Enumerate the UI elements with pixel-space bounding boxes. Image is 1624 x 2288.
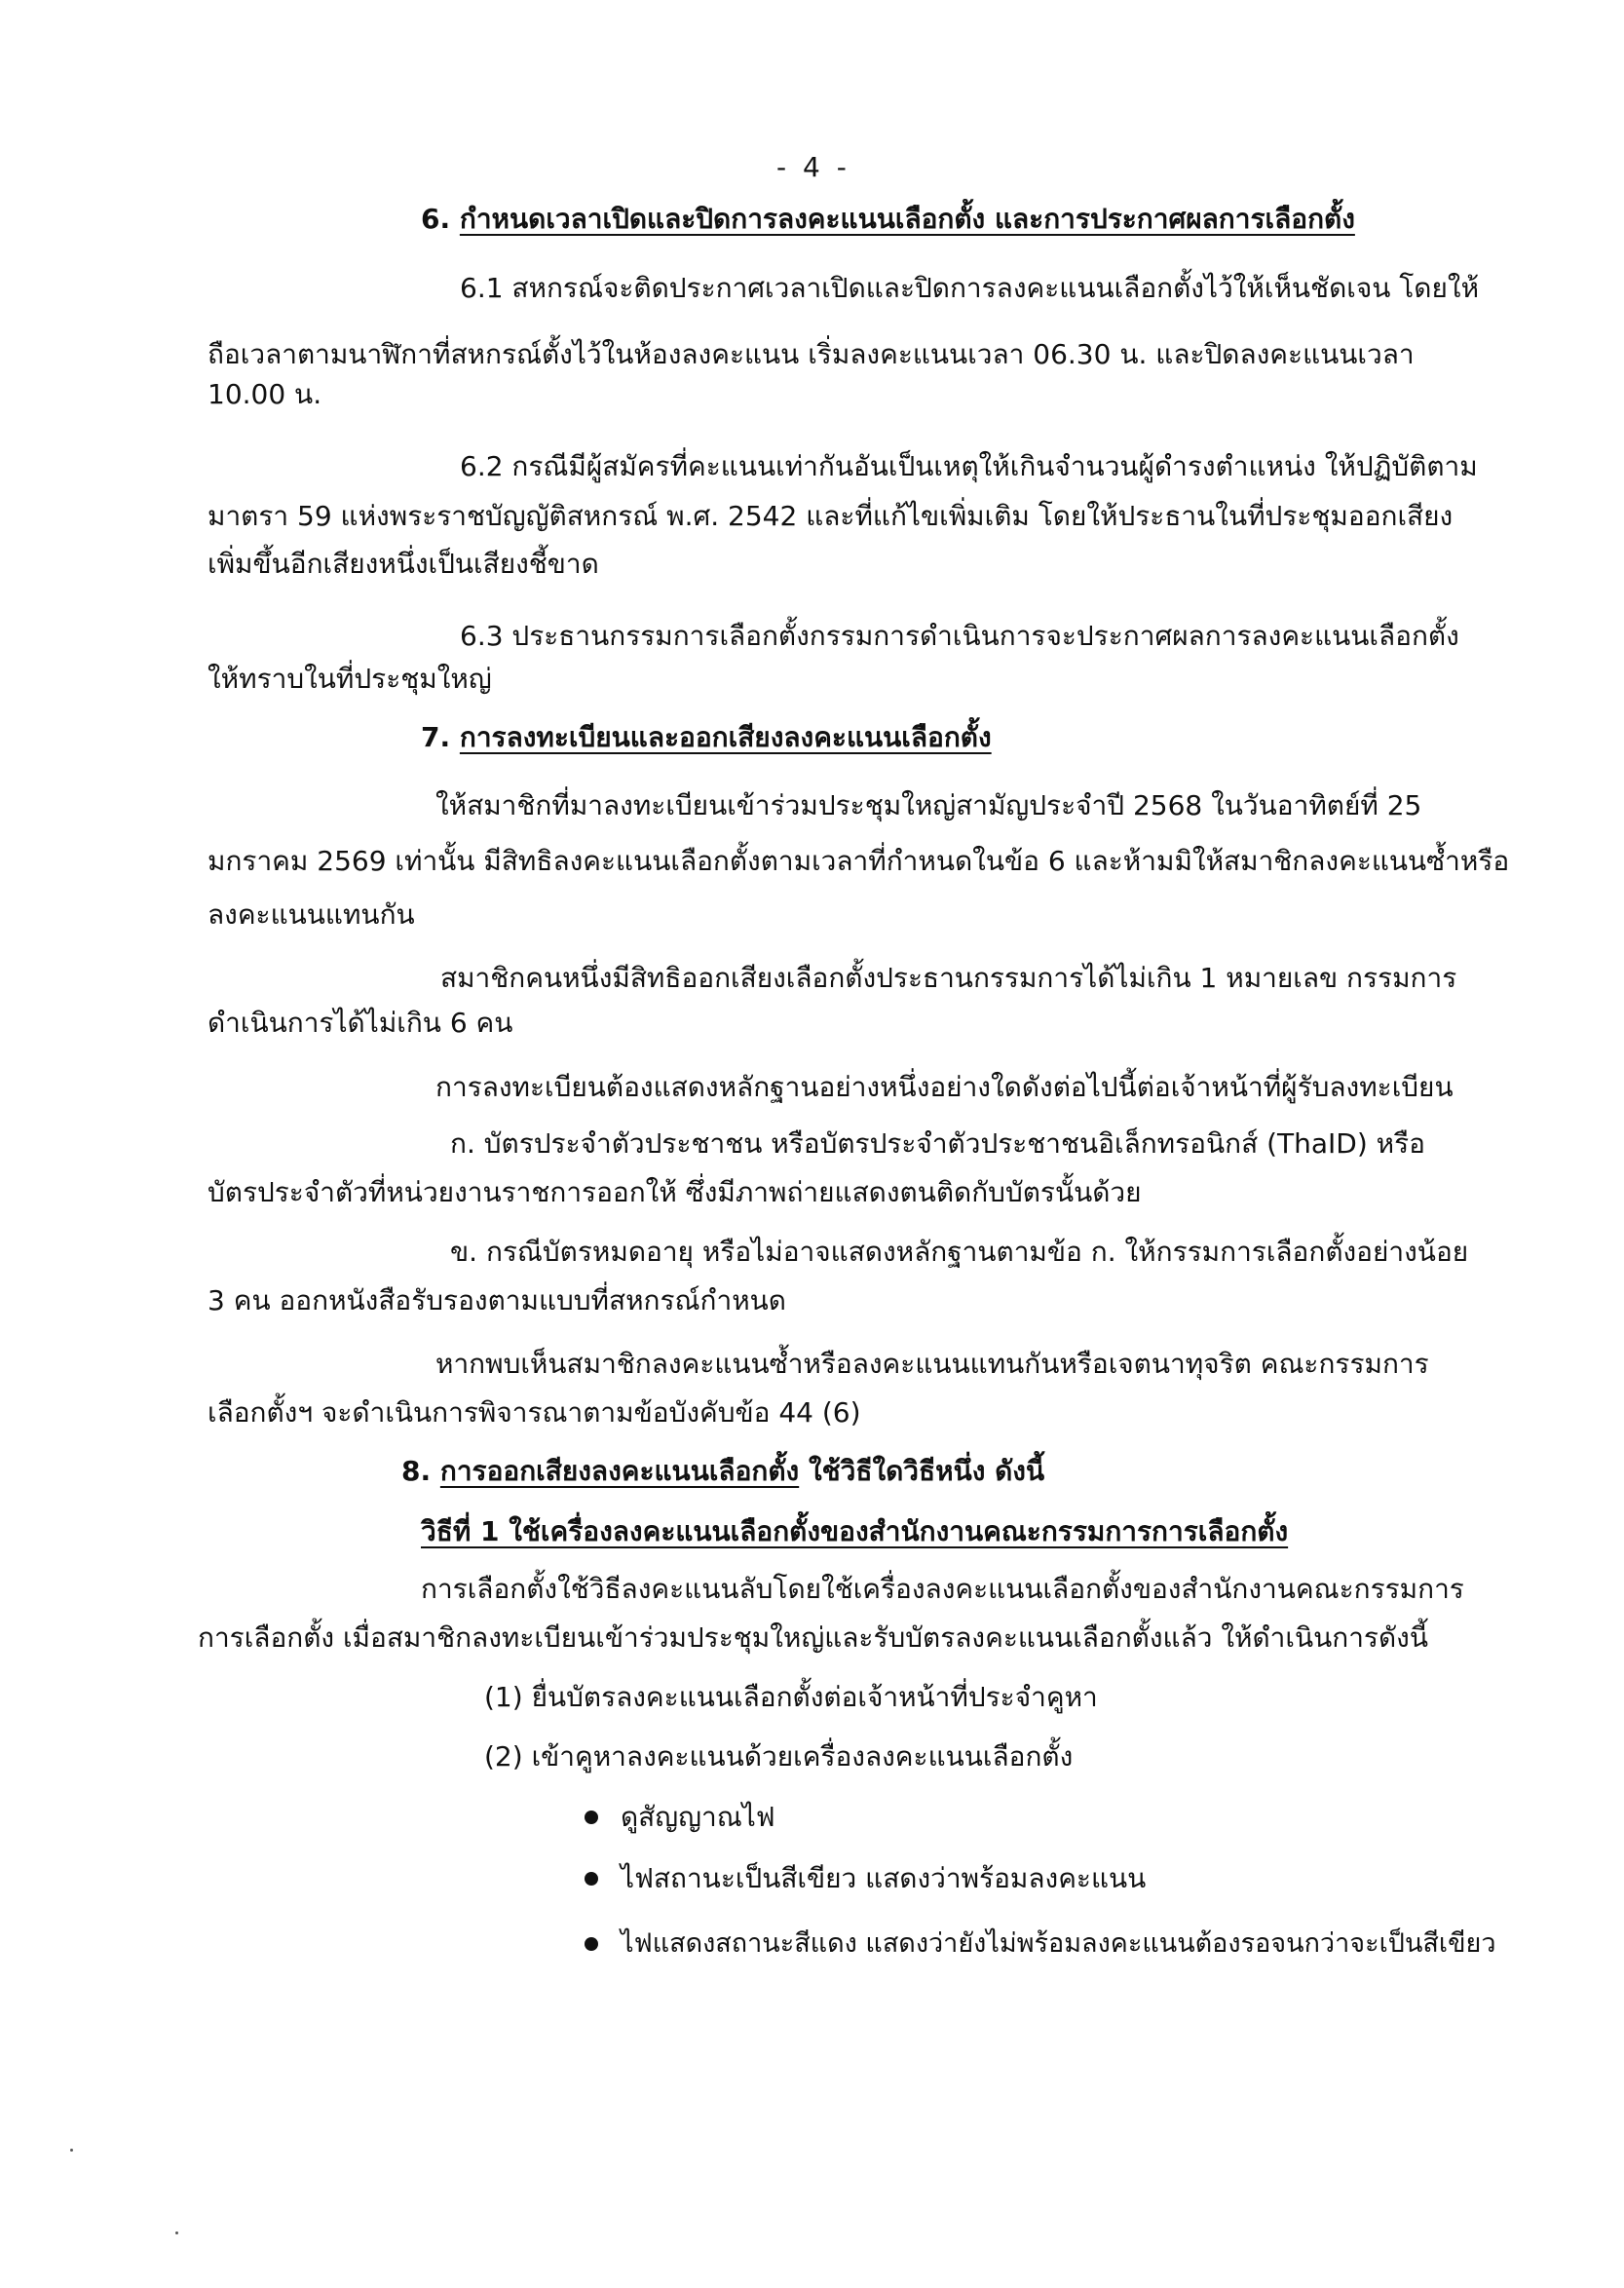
scan-speck <box>70 2149 73 2152</box>
section-6-3-line-1: 6.3 ประธานกรรมการเลือกตั้งกรรมการดำเนินการจะประกาศผลการลงคะแนนเลือกตั้ง <box>460 620 1459 652</box>
section-8-number: 8. <box>401 1455 432 1487</box>
step-2: (2) เข้าคูหาลงคะแนนด้วยเครื่องลงคะแนนเลือกตั้ง <box>484 1740 1074 1773</box>
bullet-item-2: ไฟสถานะเป็นสีเขียว แสดงว่าพร้อมลงคะแนน <box>621 1862 1147 1894</box>
section-8-title: การออกเสียงลงคะแนนเลือกตั้ง <box>439 1455 800 1487</box>
bullet-item-1: ดูสัญญาณไฟ <box>621 1801 775 1833</box>
section-7-p1-line-2: มกราคม 2569 เท่านั้น มีสิทธิลงคะแนนเลือกตั้งตามเวลาที่กำหนดในข้อ 6 และห้ามมิให้สมาชิกลงคะแนนซ้ำหรือ <box>208 845 1510 877</box>
scan-speck <box>175 2231 178 2234</box>
section-7-title: การลงทะเบียนและออกเสียงลงคะแนนเลือกตั้ง <box>459 721 992 753</box>
section-6-3-line-2: ให้ทราบในที่ประชุมใหญ่ <box>208 663 492 695</box>
section-6-heading <box>421 200 1355 239</box>
section-7-item-a-line-2: บัตรประจำตัวที่หน่วยงานราชการออกให้ ซึ่งมีภาพถ่ายแสดงตนติดกับบัตรนั้นด้วย <box>208 1176 1142 1208</box>
section-6-title: กำหนดเวลาเปิดและปิดการลงคะแนนเลือกตั้ง และการประกาศผลการเลือกตั้ง <box>459 203 1355 235</box>
bullet-icon <box>585 1872 598 1886</box>
section-7-p2-line-1: สมาชิกคนหนึ่งมีสิทธิออกเสียงเลือกตั้งประธานกรรมการได้ไม่เกิน 1 หมายเลข กรรมการ <box>440 962 1457 994</box>
bullet-icon <box>585 1811 598 1824</box>
section-6-2-line-1: 6.2 กรณีมีผู้สมัครที่คะแนนเท่ากันอันเป็นเหตุให้เกินจำนวนผู้ดำรงตำแหน่ง ให้ปฏิบัติตาม <box>460 450 1478 482</box>
section-7-p6-line-1: หากพบเห็นสมาชิกลงคะแนนซ้ำหรือลงคะแนนแทนกันหรือเจตนาทุจริต คณะกรรมการ <box>435 1348 1429 1380</box>
section-8-p1-line-2: การเลือกตั้ง เมื่อสมาชิกลงทะเบียนเข้าร่วมประชุมใหญ่และรับบัตรลงคะแนนเลือกตั้งแล้ว ให้ดำเนินการดังนี้ <box>198 1621 1428 1654</box>
page-number: - 4 - <box>776 151 850 183</box>
section-6-2-line-3: เพิ่มขึ้นอีกเสียงหนึ่งเป็นเสียงชี้ขาด <box>208 548 599 580</box>
section-6-2-line-2: มาตรา 59 แห่งพระราชบัญญัติสหกรณ์ พ.ศ. 2542 และที่แก้ไขเพิ่มเติม โดยให้ประธานในที่ประชุมออกเสียง <box>208 500 1454 532</box>
section-6-1-line-3: 10.00 น. <box>208 378 322 410</box>
method-1-title: วิธีที่ 1 ใช้เครื่องลงคะแนนเลือกตั้งของสำนักงานคณะกรรมการการเลือกตั้ง <box>421 1515 1289 1547</box>
section-7-heading <box>421 718 992 757</box>
section-7-item-b-line-2: 3 คน ออกหนังสือรับรองตามแบบที่สหกรณ์กำหนด <box>208 1284 786 1316</box>
step-1: (1) ยื่นบัตรลงคะแนนเลือกตั้งต่อเจ้าหน้าที่ประจำคูหา <box>484 1681 1098 1713</box>
section-7-p6-line-2: เลือกตั้งฯ จะดำเนินการพิจารณาตามข้อบังคับข้อ 44 (6) <box>208 1396 861 1429</box>
section-7-item-b-line-1: ข. กรณีบัตรหมดอายุ หรือไม่อาจแสดงหลักฐานตามข้อ ก. ให้กรรมการเลือกตั้งอย่างน้อย <box>450 1236 1469 1268</box>
section-7-p3: การลงทะเบียนต้องแสดงหลักฐานอย่างหนึ่งอย่างใดดังต่อไปนี้ต่อเจ้าหน้าที่ผู้รับลงทะเบียน <box>435 1071 1454 1103</box>
section-7-number: 7. <box>421 721 451 753</box>
bullet-item-3: ไฟแสดงสถานะสีแดง แสดงว่ายังไม่พร้อมลงคะแนนต้องรอจนกว่าจะเป็นสีเขียว <box>621 1928 1496 1959</box>
method-1-heading <box>421 1512 1288 1551</box>
section-7-p2-line-2: ดำเนินการได้ไม่เกิน 6 คน <box>208 1007 513 1039</box>
section-8-title-tail: ใช้วิธีใดวิธีหนึ่ง ดังนี้ <box>799 1455 1045 1487</box>
section-6-1-line-2: ถือเวลาตามนาฬิกาที่สหกรณ์ตั้งไว้ในห้องลงคะแนน เริ่มลงคะแนนเวลา 06.30 น. และปิดลงคะแนนเวลา <box>208 338 1415 370</box>
section-6-number: 6. <box>421 203 451 235</box>
bullet-icon <box>585 1937 598 1951</box>
section-8-heading <box>401 1452 1044 1491</box>
section-6-1-line-1: 6.1 สหกรณ์จะติดประกาศเวลาเปิดและปิดการลงคะแนนเลือกตั้งไว้ให้เห็นชัดเจน โดยให้ <box>460 272 1480 304</box>
section-7-item-a-line-1: ก. บัตรประจำตัวประชาชน หรือบัตรประจำตัวประชาชนอิเล็กทรอนิกส์ (ThaID) หรือ <box>450 1127 1425 1160</box>
section-7-p1-line-3: ลงคะแนนแทนกัน <box>208 898 415 931</box>
section-8-p1-line-1: การเลือกตั้งใช้วิธีลงคะแนนลับโดยใช้เครื่องลงคะแนนเลือกตั้งของสำนักงานคณะกรรมการ <box>421 1573 1464 1605</box>
section-7-p1-line-1: ให้สมาชิกที่มาลงทะเบียนเข้าร่วมประชุมใหญ่สามัญประจำปี 2568 ในวันอาทิตย์ที่ 25 <box>435 789 1422 821</box>
